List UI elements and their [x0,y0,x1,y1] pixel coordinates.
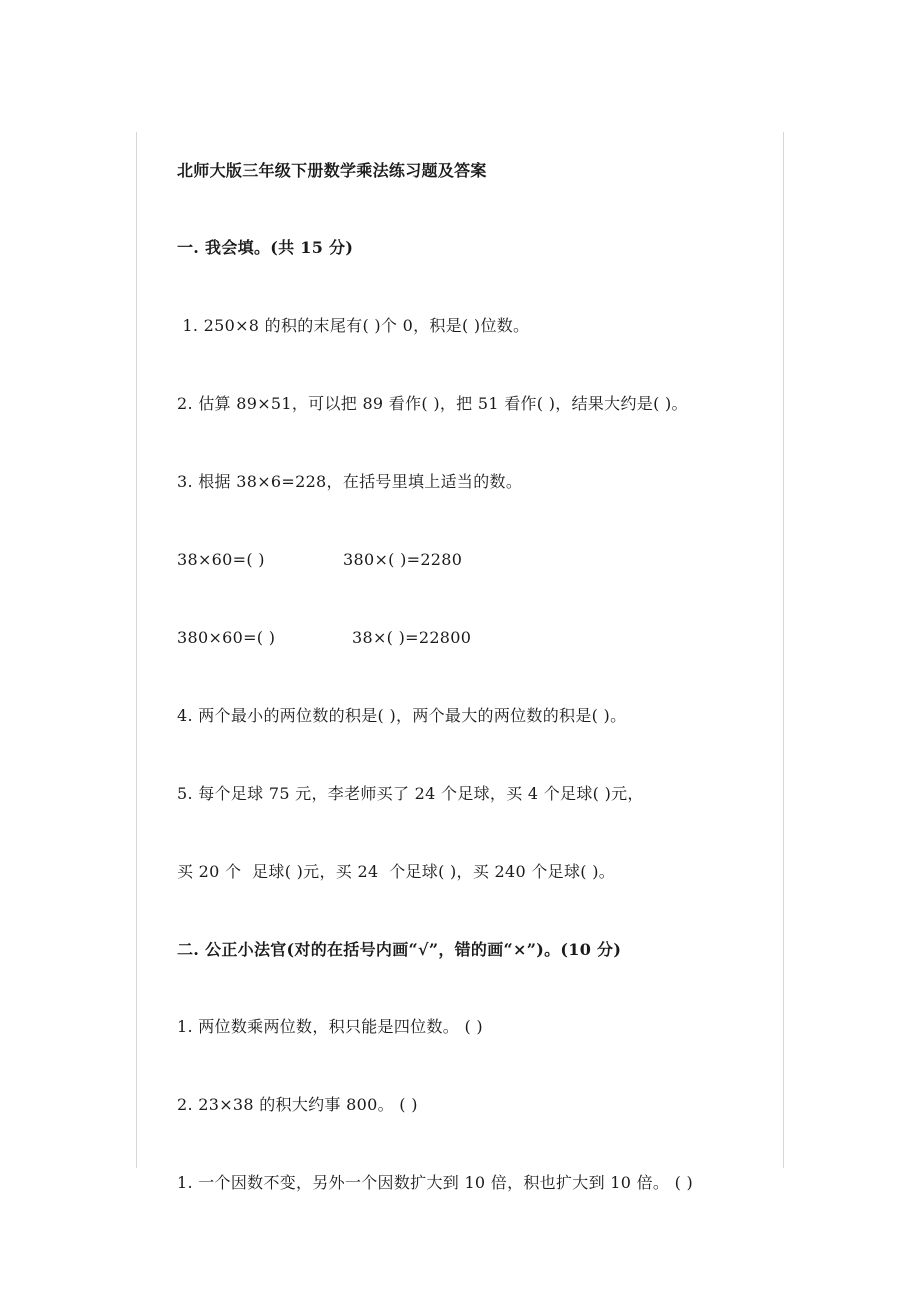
page-margin-right [783,132,784,1168]
section2-question-2: 2. 23×38 的积大约事 800。 ( ) [177,1095,418,1114]
section1-heading: 一. 我会填。(共 15 分) [177,238,354,257]
document-title: 北师大版三年级下册数学乘法练习题及答案 [177,161,487,180]
section1-question-1: 1. 250×8 的积的末尾有( )个 0，积是( )位数。 [177,316,530,335]
section1-question-4: 4. 两个最小的两位数的积是( )，两个最大的两位数的积是( )。 [177,706,627,725]
section1-question-2: 2. 估算 89×51，可以把 89 看作( )，把 51 看作( )，结果大约是( )。 [177,394,688,413]
section2-question-1: 1. 两位数乘两位数，积只能是四位数。 ( ) [177,1017,483,1036]
section1-question-3-row-1 [177,550,777,570]
section1-question-5-line-1: 5. 每个足球 75 元，李老师买了 24 个足球，买 4 个足球( )元， [177,784,644,803]
section1-question-3: 3. 根据 38×6=228，在括号里填上适当的数。 [177,472,523,491]
q3-row1-right: 380×( )=2280 [343,550,463,569]
q3-row2-right: 38×( )=22800 [352,628,472,647]
q3-row1-left: 38×60=( ) [177,550,265,569]
q3-row2-left: 380×60=( ) [177,628,276,647]
section1-question-3-row-2 [177,628,777,648]
section2-question-3: 1. 一个因数不变，另外一个因数扩大到 10 倍，积也扩大到 10 倍。 ( ) [177,1173,694,1192]
section2-heading: 二. 公正小法官(对的在括号内画“√”，错的画“×”)。(10 分) [177,940,622,959]
page-margin-left [136,132,137,1168]
section1-question-5-line-2: 买 20 个 足球( )元，买 24 个足球( )，买 240 个足球( )。 [177,862,616,881]
